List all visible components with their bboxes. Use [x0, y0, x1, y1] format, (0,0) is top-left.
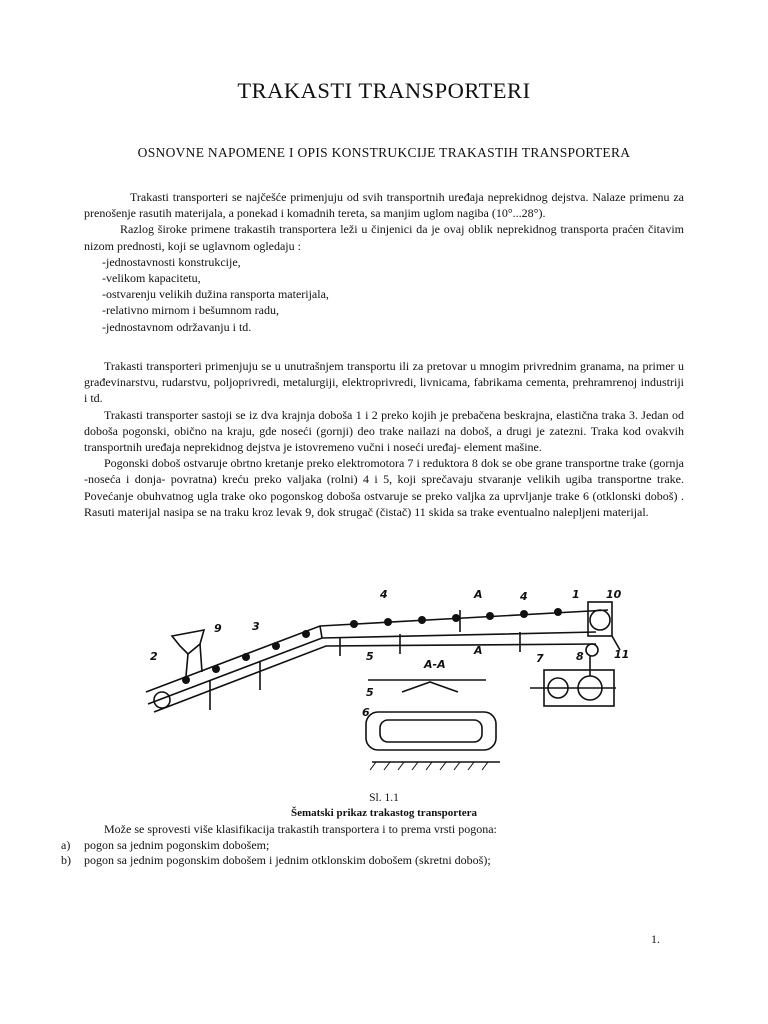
drive-type-item — [61, 853, 704, 869]
list-marker: b) — [61, 853, 71, 867]
advantage-item: -relativno mirnom i bešumnom radu, — [102, 303, 279, 318]
label-8: 8 — [576, 650, 584, 663]
hopper — [172, 630, 204, 654]
list-text: pogon sa jednim pogonskim dobošem i jednim otklonskim dobošem (skretni doboš); — [84, 853, 491, 867]
label-5b: 5 — [366, 686, 374, 699]
ground-hatch — [370, 762, 488, 770]
intro-paragraph-2: Razlog široke primene trakastih transportera leži u činjenici da je ovaj oblik neprekidnog transporta praćen čitavim nizom prednosti, koji se uglavnom ogledaju : — [84, 222, 684, 253]
advantage-item: -velikom kapacitetu, — [102, 271, 201, 286]
drive-type-item — [61, 837, 704, 854]
advantage-item: -jednostavnom održavanju i td. — [102, 319, 252, 334]
figure-caption: Šematski prikaz trakastog transportera — [290, 807, 478, 819]
label-11: 11 — [614, 648, 630, 661]
label-1: 1 — [572, 588, 580, 601]
body-paragraph-2: Trakasti transporter sastoji se iz dva krajnja doboša 1 i 2 preko kojih je prebačena beskrajna, elastična traka 3. Jedan od doboša pogonski, obično na kraju, gde noseći (gornji) deo trake nailazi na doboš, a drugi je zatezni. Traka kod ovakvih transportnih uređaja neprekidnog dejstva je istovremeno vučni i noseći uređaj- element mašine. — [84, 407, 684, 455]
body-paragraph-3: Pogonski doboš ostvaruje obrtno kretanje preko elektromotora 7 i reduktora 8 dok se obe grane transportne trake (gornja -noseća i donja- povratna) kreću preko valjaka (rolni) 4 i 5, koji sprečavaju stvaranje velikih ugiba transportne trake. Povećanje obuhvatnog ugla trake oko pogonskog doboša ostvaruje se preko valjka za uprvljanje trake 6 (otklonski doboš) . Rasuti materijal nasipa se na traku kroz levak 9, dok strugač (čistač) 11 skida sa trake eventualno nalepljeni materijal. — [84, 456, 684, 519]
label-4b: 4 — [520, 590, 528, 603]
label-5a: 5 — [366, 650, 374, 663]
deflection-drum — [586, 644, 598, 656]
page-number: 1. — [651, 932, 660, 946]
section-heading: OSNOVNE NAPOMENE I OPIS KONSTRUKCIJE TRAKASTIH TRANSPORTERA — [137, 145, 631, 160]
head-drum — [590, 610, 610, 630]
classification-intro: Može se sprovesti više klasifikacija trakastih transportera i to prema vrsti pogona: — [104, 822, 497, 836]
label-9: 9 — [214, 622, 222, 635]
page-title: TRAKASTI TRANSPORTERI — [237, 78, 531, 103]
section-trough — [402, 682, 458, 692]
list-marker: a) — [61, 837, 71, 852]
body-paragraph-1: Trakasti transporteri primenjuju se u unutrašnjem transportu ili za pretovar u mnogim privrednim granama, na primer u građevinarstvu, rudarstvu, poljoprivredi, metalurgiji, elektroprivredi, livnicama, fabrikama cementa, prehramrenoj industriji i td. — [84, 359, 684, 406]
drive-type-list — [61, 837, 704, 869]
advantages-list — [84, 254, 684, 335]
section-frame — [366, 712, 496, 750]
advantage-item: -jednostavnosti konstrukcije, — [102, 254, 241, 269]
label-section: A-A — [424, 658, 446, 671]
advantage-item: -ostvarenju velikih dužina ransporta materijala, — [102, 287, 329, 302]
label-2: 2 — [150, 650, 158, 663]
conveyor-schematic — [140, 580, 630, 780]
classification-section — [61, 822, 704, 869]
head-drum-cover — [588, 602, 612, 636]
label-4a: 4 — [380, 588, 388, 601]
intro-section — [84, 189, 684, 335]
figure-number: Sl. 1.1 — [369, 792, 399, 804]
list-text: pogon sa jednim pogonskim dobošem; — [84, 837, 270, 852]
intro-paragraph-1: Trakasti transporteri se najčešće primenjuju od svih transportnih uređaja neprekidnog dejstva. Nalaze primenu za prenošenje rasutih materijala, a ponekad i komadnih tereta, sa manjim uglom nagiba (10°...28°). — [84, 190, 684, 221]
label-10: 10 — [606, 588, 622, 601]
label-7: 7 — [536, 652, 544, 665]
body-section — [84, 358, 684, 520]
label-A-top: A — [474, 588, 483, 601]
label-6-section: 6 — [362, 706, 370, 719]
label-A-bottom: A — [474, 644, 483, 657]
label-3: 3 — [252, 620, 260, 633]
